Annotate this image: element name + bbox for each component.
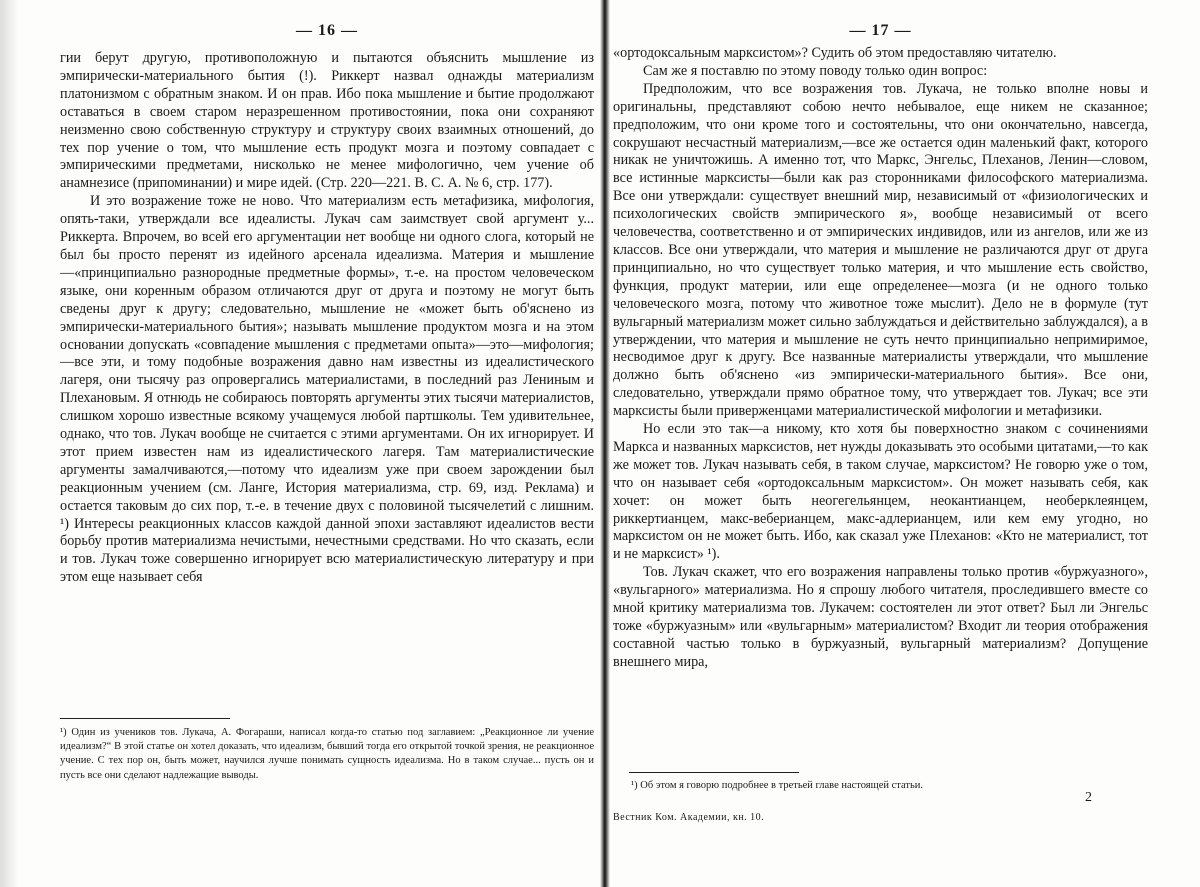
left-page-body <box>60 50 594 587</box>
paragraph: Сам же я поставлю по этому поводу только один вопрос: <box>643 62 988 79</box>
right-page <box>613 0 1148 887</box>
right-page-body <box>613 45 1148 672</box>
paragraph: «ортодоксальным марксистом»? Судить об этом предоставляю читателю. <box>613 45 1057 61</box>
paragraph: Но если это так—а никому, кто хотя бы поверхностно знаком с сочинениями Маркса и названных марксистов, нет нужды доказывать это особыми цитатами,—то как же может тов. Лукач называть себя, в таком случае, марксистом? Не говорю уже о том, что он называет себя «ортодоксальным марксистом». Он может называть себя, как хочет: он может быть неогегельянцем, неокантианцем, необерклеянцем, риккертианцем, макс-веберианцем, макс-адлерианцем, или кем ему угодно, но марксистом он не может быть. Ибо, как сказал уже Плеханов: «Кто не материалист, тот и не марксист» ¹). <box>613 421 1148 563</box>
page-edge-shadow <box>0 0 18 887</box>
paragraph: гии берут другую, противоположную и пытаются объяснить мышление из эмпирически-материального бытия (!). Риккерт назвал однажды материализм платонизмом с обратным знаком. И он прав. Ибо пока мышление и бытие продолжают оставаться в своем старом неразрешенном противостоянии, пока они сохраняют неизменно свою собственную структуру и структуру своих взаимных отношений, до тех пор учение о том, что мышление есть продукт мозга и поэтому совпадает с эмпирическими предметами, нисколько не менее мифологично, чем учение об анамнезисе (припоминании) и мире идей. (Стр. 220—221. В. С. А. № 6, стр. 177). <box>60 50 594 192</box>
page-number-right: — 17 — <box>849 22 912 39</box>
footnote-divider <box>629 772 799 773</box>
left-page <box>60 0 594 887</box>
paragraph: Тов. Лукач скажет, что его возражения направлены только против «буржуазного», «вульгарного» материализма. Но я спрошу любого читателя, проследившего вместе со мной критику материализма тов. Лукачем: состоятелен ли этот ответ? Был ли Энгельс тоже «буржуазным» или «вульгарным» материалистом? Входит ли теория отображения составной частью только в буржуазный, вульгарный материализм? Допущение внешнего мира, <box>613 564 1148 670</box>
journal-imprint: Вестник Ком. Академии, кн. 10. <box>613 812 765 823</box>
footnote-left: ¹) Один из учеников тов. Лукача, А. Фогараши, написал когда-то статью под заглавием: „Реакционное ли учение идеализм?“ В этой статье он хотел доказать, что идеализм, бывший тогда его открытой точкой зрения, не реакционное учение. С тех пор он, быть может, научился лучше понимать сущность идеализма. Но в таком случае... пусть он и пусть все они сделают надлежащие выводы. <box>60 727 594 781</box>
signature-mark: 2 <box>1085 790 1092 805</box>
paragraph: Предположим, что все возражения тов. Лукача, не только вполне новы и оригинальны, представляют собою нечто небывалое, еще никем не сказанное; предположим, что они кроме того и состоятельны, что они окончательно, навсегда, сокрушают несчастный материализм,—все же остается один маленький факт, которого никак не уничтожишь. А именно тот, что Маркс, Энгельс, Плеханов, Ленин—словом, все истинные марксисты—были как раз сторонниками философского материализма. Все они утверждали: существует внешний мир, независимый от «физиологических и психологических свойств эмпирического я», вообще независимый от всего человечества, соответственно и от эмпирических индивидов, или из ангелов, или же из классов. Все они утверждали, что материя и мышление не различаются друг от друга принципиально, но что существует только материя, и что мышление есть свойство, функция, продукт материи, или еще определенее—мозга (и не одного только человеческого мозга, потому что животное тоже мыслит). Дело не в формуле (тут вульгарный материализм может сильно заблуждаться и действительно заблуждался), а в утверждении, что материя и мышление не суть нечто принципиально непримиримое, несводимое друг к другу. Все названные материалисты утверждали, что мышление должно быть об'яснено «из эмпирически-материального бытия». Все они, следовательно, утверждали прямо обратное тому, что утверждает тов. Лукач; все эти марксисты были приверженцами материалистической мифологии и метафизики. <box>613 80 1148 420</box>
paragraph: И это возражение тоже не ново. Что материализм есть метафизика, мифология, опять-таки, утверждали все идеалисты. Лукач сам заимствует свой аргумент у... Риккерта. Впрочем, во всей его аргументации нет вообще ни одного слога, который не был бы просто перенят из идейного арсенала идеализма. Материя и мышление—«принципиально разнородные предметные формы», т.-е. на простом человеческом языке, они коренным образом отличаются друг от друга и поэтому не могут быть сведены друг к другу; следовательно, мышление не «может быть об'яснено из эмпирически-материального бытия»; называть мышление продуктом мозга и на этом основании допускать «совпадение мышления с предметами опыта»—это—мифология;—все эти, и тому подобные возражения давно нам известны из идеалистического лагеря, они тысячу раз опровергались материалистами, в последний раз Лениным и Плехановым. Я отнюдь не собираюсь повторять аргументы этих тысячи материалистов, слишком хорошо известные всякому учащемуся любой партшколы. Тем удивительнее, однако, что тов. Лукач вообще не считается с этими аргументами. Он их игнорирует. И этот прием известен нам из идеалистического лагеря. Там материалистические аргументы замалчиваются,—потому что идеализм уже при своем зарождении был реакционным учением (см. Ланге, История материализма, стр. 69, изд. Реклама) и остается таковым до сих пор, т.-е. в течение двух с половиной тысячелетий с лишним. ¹) Интересы реакционных классов каждой данной эпохи заставляют идеалистов вести борьбу против материализма нечистыми, нечестными средствами. Но что сказать, если и тов. Лукач тоже совершенно игнорирует всю материалистическую литературу и при этом еще называет себя <box>60 193 594 586</box>
footnote-divider <box>60 718 230 719</box>
page-number-left: — 16 — <box>296 22 358 39</box>
book-gutter <box>600 0 610 887</box>
footnote-right: ¹) Об этом я говорю подробнее в третьей главе настоящей статьи. <box>631 780 924 791</box>
